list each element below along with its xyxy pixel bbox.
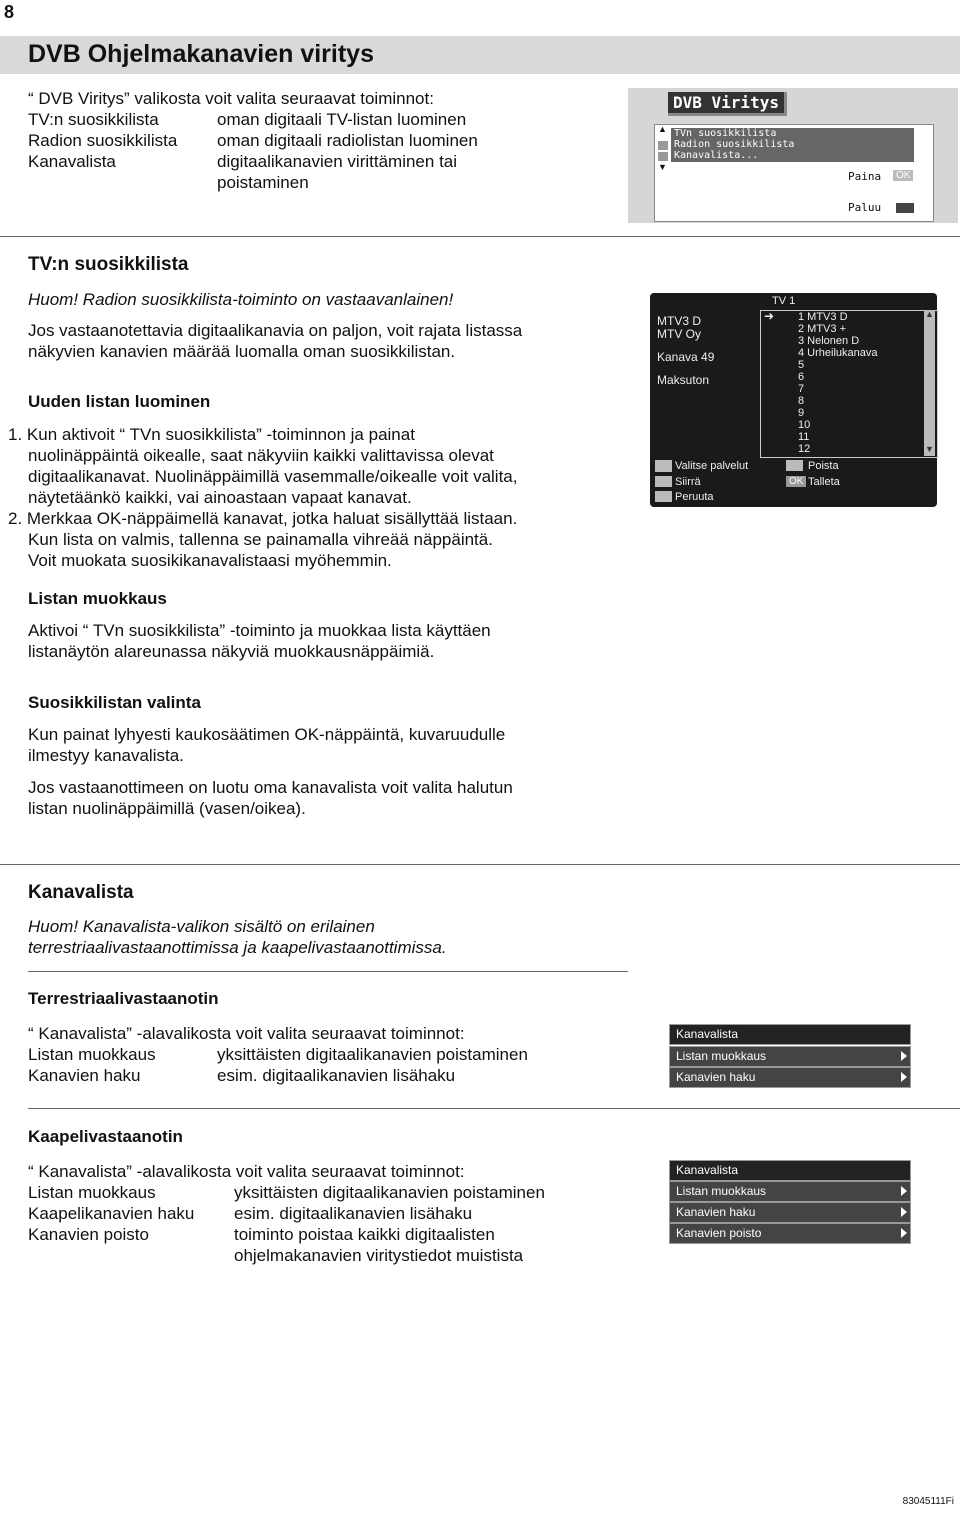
paragraph-line: Jos vastaanotettavia digitaalikanavia on paljon, voit rajata listassa — [28, 321, 523, 340]
step-line: Kun lista on valmis, tallenna se painamalla vihreää näppäintä. — [28, 530, 493, 549]
option-value: yksittäisten digitaalikanavien poistaminen — [234, 1183, 545, 1202]
paragraph-line: listanäytön alareunassa näkyviä muokkausnäppäimiä. — [28, 642, 435, 661]
section-heading: Kanavalista — [28, 882, 134, 903]
down-arrow-icon: ▼ — [658, 162, 667, 172]
action-label[interactable]: Siirrä — [675, 476, 701, 488]
channel-item[interactable]: 11 — [798, 431, 810, 443]
option-value: toiminto poistaa kaikki digitaalisten — [234, 1225, 495, 1244]
step-line: näytetäänkö kaikki, vai ainoastaan vapaat kanavat. — [28, 488, 412, 507]
dvb-menu-item[interactable]: Kanavalista... — [674, 150, 759, 161]
key-icon — [655, 476, 672, 487]
channel-item[interactable]: 8 — [798, 395, 805, 407]
info-line: MTV Oy — [657, 327, 701, 341]
intro-value: oman digitaali TV-listan luominen — [217, 110, 467, 129]
ok-button[interactable]: OK — [893, 170, 913, 181]
step-line: 1. Kun aktivoit “ TVn suosikkilista” -toiminnon ja painat — [8, 425, 415, 444]
channel-item[interactable]: 2 MTV3 + — [798, 323, 846, 335]
subheading: Terrestriaalivastaanotin — [28, 989, 219, 1008]
step-line: digitaalikanavat. Nuolinäppäimillä vasemmalle/oikealle voit valita, — [28, 467, 518, 486]
menu-header: Kanavalista — [669, 1024, 911, 1045]
channel-item[interactable]: 4 Urheilukanava — [798, 347, 878, 359]
paluu-label: Paluu — [848, 201, 882, 214]
paragraph-line: Kun painat lyhyesti kaukosäätimen OK-näppäintä, kuvaruudulle — [28, 725, 506, 744]
option-value: esim. digitaalikanavien lisähaku — [234, 1204, 473, 1223]
channel-item[interactable]: 12 — [798, 443, 811, 455]
arrow-right-icon: ➜ — [764, 309, 775, 323]
chevron-right-icon — [901, 1207, 907, 1217]
step-line: Voit muokata suosikikanavalistaasi myöhemmin. — [28, 551, 392, 570]
intro-key: TV:n suosikkilista — [28, 110, 159, 129]
option-key: Listan muokkaus — [28, 1183, 156, 1202]
step-line: nuolinäppäintä oikealle, saat näkyviin kaikki valittavissa olevat — [28, 446, 494, 465]
key-icon — [786, 460, 803, 471]
paragraph-line: Aktivoi “ TVn suosikkilista” -toiminto ja muokkaa lista käyttäen — [28, 621, 491, 640]
paragraph-line: listan nuolinäppäimillä (vasen/oikea). — [28, 799, 306, 818]
channel-item[interactable]: 3 Nelonen D — [798, 335, 860, 347]
subheading: Listan muokkaus — [28, 589, 167, 608]
option-value: yksittäisten digitaalikanavien poistaminen — [217, 1045, 528, 1064]
dvb-menu-item[interactable]: Radion suosikkilista — [674, 139, 795, 150]
intro-lead: “ DVB Viritys” valikosta voit valita seuraavat toiminnot: — [28, 89, 434, 108]
subheading: Kaapelivastaanotin — [28, 1127, 183, 1146]
action-label[interactable]: Peruuta — [675, 491, 714, 503]
divider — [28, 1108, 960, 1109]
paina-label: Paina — [848, 170, 882, 183]
page-title: DVB Ohjelmakanavien viritys — [28, 40, 374, 68]
action-label[interactable]: Poista — [808, 460, 839, 472]
page-number: 8 — [4, 2, 15, 22]
arrow-key-icon — [655, 460, 672, 472]
subheading: Suosikkilistan valinta — [28, 693, 201, 712]
dvb-menu-list — [671, 128, 914, 162]
dvb-menu-item[interactable]: TVn suosikkilista — [674, 128, 777, 139]
channel-item[interactable]: 5 — [798, 359, 805, 371]
channel-item[interactable]: 9 — [798, 407, 805, 419]
note: terrestriaalivastaanottimissa ja kaapelivastaanottimissa. — [28, 938, 447, 957]
intro-value: digitaalikanavien virittäminen tai — [217, 152, 458, 171]
chevron-right-icon — [901, 1186, 907, 1196]
divider — [28, 971, 628, 972]
channel-item[interactable]: 1 MTV3 D — [798, 311, 848, 323]
menu-header: Kanavalista — [669, 1160, 911, 1181]
intro-value: poistaminen — [217, 173, 309, 192]
paragraph-line: “ Kanavalista” -alavalikosta voit valita seuraavat toiminnot: — [28, 1162, 465, 1181]
dvb-menu-title: DVB Viritys — [668, 92, 787, 116]
square-icon — [658, 152, 668, 161]
intro-key: Radion suosikkilista — [28, 131, 178, 150]
option-value: esim. digitaalikanavien lisähaku — [217, 1066, 456, 1085]
paragraph-line: ilmestyy kanavalista. — [28, 746, 184, 765]
menu-item-kanavien-haku[interactable]: Kanavien haku — [669, 1067, 911, 1088]
channel-item[interactable]: 10 — [798, 419, 811, 431]
info-line: Maksuton — [657, 373, 710, 387]
square-icon — [658, 141, 668, 150]
divider — [0, 864, 960, 865]
section-heading: TV:n suosikkilista — [28, 254, 189, 275]
step-line: 2. Merkkaa OK-näppäimellä kanavat, jotka haluat sisällyttää listaan. — [8, 509, 518, 528]
note: Huom! Radion suosikkilista-toiminto on vastaavanlainen! — [28, 290, 454, 309]
paragraph-line: Jos vastaanottimeen on luotu oma kanavalista voit valita halutun — [28, 778, 513, 797]
option-key: Kanavien haku — [28, 1066, 141, 1085]
note: Huom! Kanavalista-valikon sisältö on erilainen — [28, 917, 375, 936]
menu-item-kanavien-poisto[interactable]: Kanavien poisto — [669, 1223, 911, 1244]
option-key: Listan muokkaus — [28, 1045, 156, 1064]
menu-item-listan-muokkaus[interactable]: Listan muokkaus — [669, 1046, 911, 1067]
chevron-right-icon — [901, 1072, 907, 1082]
channel-item[interactable]: 7 — [798, 383, 805, 395]
intro-key: Kanavalista — [28, 152, 116, 171]
up-arrow-icon: ▲ — [658, 124, 667, 134]
menu-item-listan-muokkaus[interactable]: Listan muokkaus — [669, 1181, 911, 1202]
tv-panel-header: TV 1 — [772, 295, 796, 307]
option-key: Kanavien poisto — [28, 1225, 149, 1244]
channel-item[interactable]: 6 — [798, 371, 805, 383]
paragraph-line: näkyvien kanavien määrää luomalla oman suosikkilistan. — [28, 342, 456, 361]
info-line: MTV3 D — [657, 314, 702, 328]
back-button[interactable] — [896, 203, 914, 213]
ok-key-icon: OK — [786, 476, 806, 487]
option-value: ohjelmakanavien viritystiedot muistista — [234, 1246, 524, 1265]
divider — [0, 236, 960, 237]
document-code: 83045111Fi — [902, 1496, 954, 1507]
channel-info — [657, 315, 714, 387]
channel-entries — [798, 311, 878, 455]
channel-scrollbar[interactable] — [924, 310, 935, 456]
intro-value: oman digitaali radiolistan luominen — [217, 131, 478, 150]
chevron-right-icon — [901, 1051, 907, 1061]
info-line: Kanava 49 — [657, 350, 715, 364]
option-key: Kaapelikanavien haku — [28, 1204, 195, 1223]
scroll-down-icon[interactable]: ▼ — [925, 444, 934, 454]
chevron-right-icon — [901, 1228, 907, 1238]
scroll-up-icon[interactable]: ▲ — [925, 309, 934, 319]
subheading: Uuden listan luominen — [28, 392, 211, 411]
key-icon — [655, 491, 672, 502]
paragraph-line: “ Kanavalista” -alavalikosta voit valita seuraavat toiminnot: — [28, 1024, 465, 1043]
action-label[interactable]: Valitse palvelut — [675, 460, 749, 472]
action-label[interactable]: Talleta — [808, 476, 840, 488]
menu-item-kanavien-haku[interactable]: Kanavien haku — [669, 1202, 911, 1223]
